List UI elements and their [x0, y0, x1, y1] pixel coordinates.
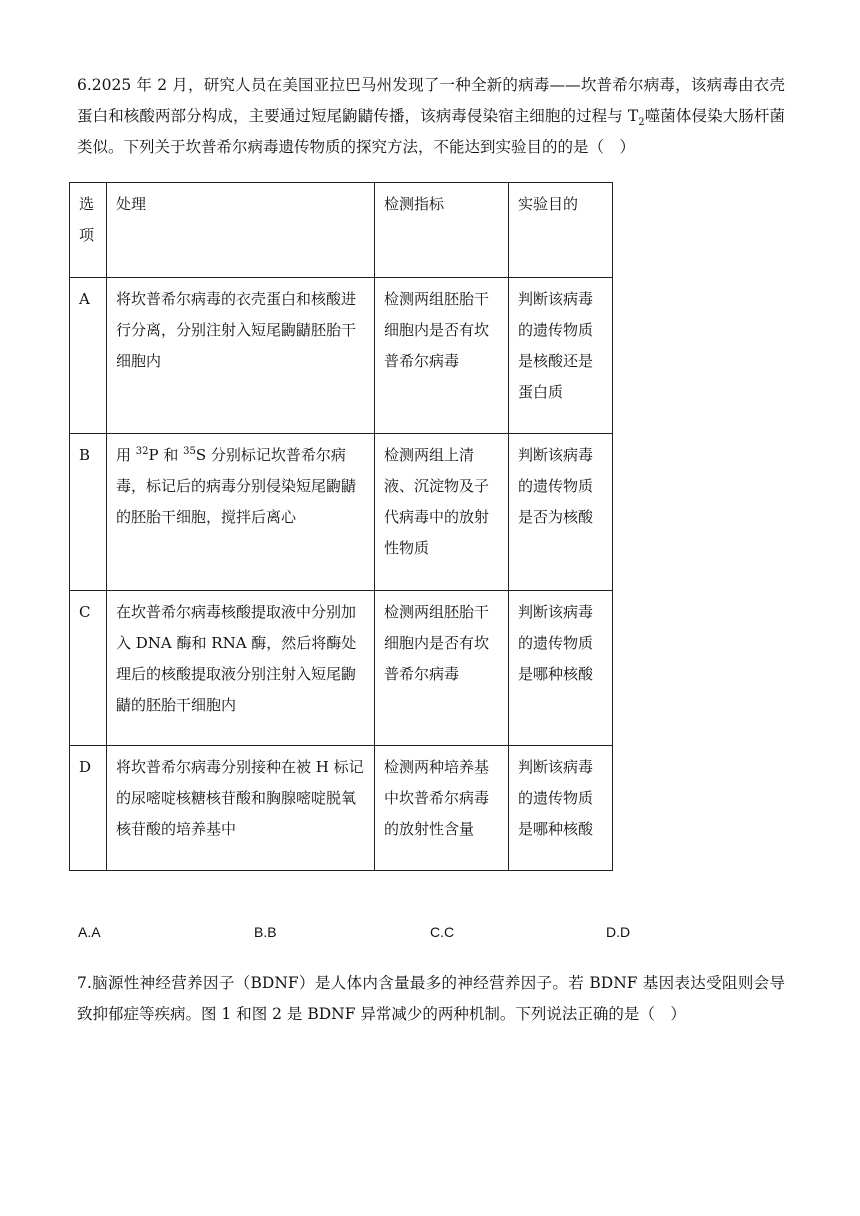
- table-row-a: [70, 278, 613, 434]
- row-option: D: [70, 746, 107, 871]
- question-6-text-part1: 6.2025 年 2 月，研究人员在美国亚拉巴马州发现了一种全新的病毒——坎普希尔病毒，该病毒由衣壳蛋白和核酸两部分构成，主要通过短尾鼩鼱传播，该病毒侵染宿主细胞的过程与 T: [77, 76, 785, 125]
- row-treatment: 在坎普希尔病毒核酸提取液中分别加入 DNA 酶和 RNA 酶，然后将酶处理后的核酸提取液分别注射入短尾鼩鼱的胚胎干细胞内: [107, 591, 375, 746]
- question-6-stem: [77, 70, 785, 163]
- answer-choices: [0, 924, 860, 950]
- row-purpose: 判断该病毒的遗传物质是核酸还是蛋白质: [509, 278, 613, 434]
- row-treatment: 将坎普希尔病毒的衣壳蛋白和核酸进行分离，分别注射入短尾鼩鼱胚胎干细胞内: [107, 278, 375, 434]
- row-purpose: 判断该病毒的遗传物质是否为核酸: [509, 434, 613, 591]
- superscript-35: 35: [183, 446, 196, 457]
- question-7-stem: 7.脑源性神经营养因子（BDNF）是人体内含量最多的神经营养因子。若 BDNF 基因表达受阻则会导致抑郁症等疾病。图 1 和图 2 是 BDNF 异常减少的两种机制。下列说法正确的是（ ）: [77, 974, 785, 1023]
- row-treatment: 将坎普希尔病毒分别接种在被 H 标记的尿嘧啶核糖核苷酸和胸腺嘧啶脱氧核苷酸的培养基中: [107, 746, 375, 871]
- treatment-mid: P 和: [148, 446, 184, 464]
- table-row-c: [70, 591, 613, 746]
- choice-b[interactable]: B.B: [254, 924, 277, 940]
- table-row-d: [70, 746, 613, 871]
- choice-d[interactable]: D.D: [606, 924, 631, 940]
- row-indicator: 检测两组胚胎干细胞内是否有坎普希尔病毒: [375, 278, 509, 434]
- row-option: C: [70, 591, 107, 746]
- table-row-b: [70, 434, 613, 591]
- header-purpose: 实验目的: [509, 183, 613, 278]
- row-option: B: [70, 434, 107, 591]
- row-purpose: 判断该病毒的遗传物质是哪种核酸: [509, 591, 613, 746]
- row-treatment: [107, 434, 375, 591]
- row-indicator: 检测两种培养基中坎普希尔病毒的放射性含量: [375, 746, 509, 871]
- row-option: A: [70, 278, 107, 434]
- row-indicator: 检测两组胚胎干细胞内是否有坎普希尔病毒: [375, 591, 509, 746]
- question-6-text-part2: 噬菌体侵染大肠杆菌类似。下列关于坎普希尔病毒遗传物质的探究方法，不能达到实验目的的是（ ）: [77, 107, 785, 156]
- header-option: 选项: [70, 183, 107, 278]
- options-table: [69, 182, 613, 871]
- header-indicator: 检测指标: [375, 183, 509, 278]
- treatment-suffix: S 分别标记坎普希尔病毒，标记后的病毒分别侵染短尾鼩鼱的胚胎干细胞，搅拌后离心: [116, 446, 357, 526]
- table-header-row: [70, 183, 613, 278]
- superscript-32: 32: [135, 446, 149, 457]
- subscript-2: 2: [638, 117, 645, 129]
- row-purpose: 判断该病毒的遗传物质是哪种核酸: [509, 746, 613, 871]
- treatment-prefix: 用: [116, 446, 136, 464]
- choice-c[interactable]: C.C: [430, 924, 455, 940]
- header-treatment: 处理: [107, 183, 375, 278]
- choice-a[interactable]: A.A: [78, 924, 101, 940]
- row-indicator: 检测两组上清液、沉淀物及子代病毒中的放射性物质: [375, 434, 509, 591]
